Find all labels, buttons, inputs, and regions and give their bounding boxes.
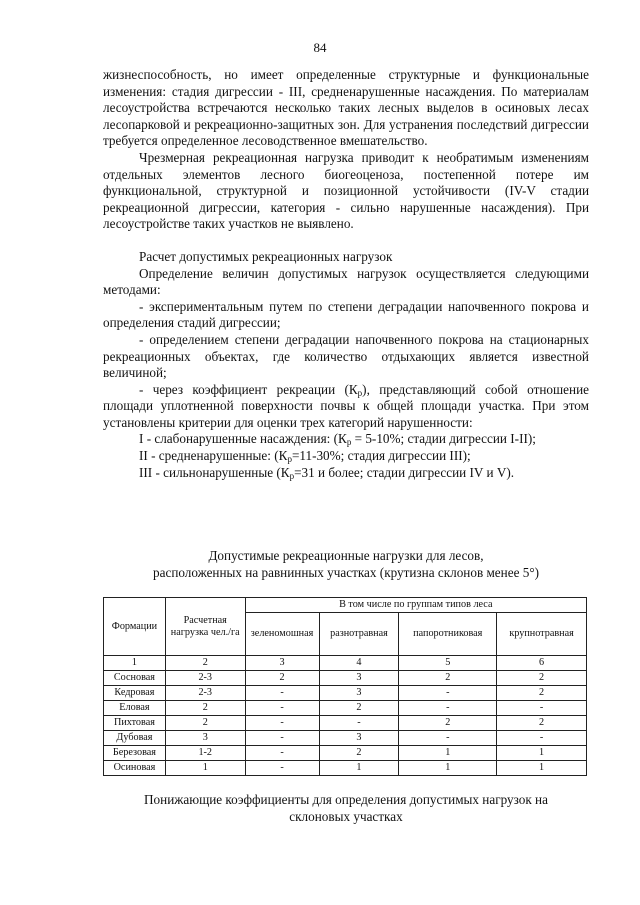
criterion-2-text-rest: =11-30%; стадия дигрессии III); (291, 448, 471, 464)
table-cell: 3 (245, 656, 319, 671)
table-cell: 1 (165, 761, 245, 776)
table-cell: 2 (245, 671, 319, 686)
table-row (104, 701, 587, 716)
table-cell: 2 (399, 671, 497, 686)
paragraph-methods-intro: Определение величин допустимых нагрузок осуществляется следующими методами: (103, 265, 589, 298)
section-heading: Расчет допустимых рекреационных нагрузок (139, 248, 393, 264)
column-numbering-row (104, 656, 587, 671)
table-cell: Кедровая (104, 686, 166, 701)
table-cell: - (399, 686, 497, 701)
table-cell: 1 (319, 761, 399, 776)
table-cell: 2 (497, 671, 587, 686)
table-cell: 2 (165, 716, 245, 731)
next-table-title (103, 792, 589, 825)
table-cell: 2 (399, 716, 497, 731)
method-2: - определением степени деградации напочвенного покрова на стационарных рекреационных объектах, где количество отдыхающих является известной величиной; (103, 331, 589, 381)
body-text (103, 67, 589, 481)
table-cell: - (245, 686, 319, 701)
table-cell: 5 (399, 656, 497, 671)
table-cell: 1 (399, 761, 497, 776)
table-caption (103, 548, 589, 581)
method-3-text-rest: ), представляющий собой отношение площади уплотненной поверхности почвы к общей площади участка. При этом установлены критерии для оценки трех категорий нарушенности: (103, 381, 589, 430)
table-cell: Дубовая (104, 731, 166, 746)
table-row (104, 746, 587, 761)
table-cell: 2 (165, 701, 245, 716)
table-cell: 2 (319, 746, 399, 761)
table-cell: 2 (319, 701, 399, 716)
table-cell: - (319, 716, 399, 731)
page-number: 84 (313, 40, 327, 55)
method-3 (103, 382, 589, 432)
criterion-3-text: III - сильнонарушенные (К (139, 464, 290, 480)
table-cell: 2 (497, 716, 587, 731)
table-cell: 1-2 (165, 746, 245, 761)
table-cell: 4 (319, 656, 399, 671)
table-cell: Пихтовая (104, 716, 166, 731)
table-row (104, 716, 587, 731)
table-cell: - (399, 731, 497, 746)
paragraph-1: жизнеспособность, но имеет определенные структурные и функциональные изменения: стадия дигрессии - III, средненарушенные насаждения. По материалам лесоустройства встречаются несколько таких лесных выделов в осиновых лесах лесопарковой и рекреационно-защитных зон. Для устранения последствий дигрессии требуется определенное лесоводственное вмешательство. (103, 67, 589, 149)
table-cell: - (245, 701, 319, 716)
criterion-3 (103, 465, 589, 482)
table-cell: 2-3 (165, 671, 245, 686)
criterion-1-text-rest: = 5-10%; стадии дигрессии I-II); (351, 431, 536, 447)
table-row (104, 686, 587, 701)
table-cell: 3 (319, 686, 399, 701)
table-cell: - (399, 701, 497, 716)
table-cell: 2-3 (165, 686, 245, 701)
table-row (104, 761, 587, 776)
table-cell: Осиновая (104, 761, 166, 776)
table-cell: 3 (319, 671, 399, 686)
paragraph-2: Чрезмерная рекреационная нагрузка приводит к необратимым изменениям отдельных элементов лесного биогеоценоза, постепенной потере им функциональной, структурной и позиционной устойчивости (IV-V стадии рекреационной дигрессии, категория - сильно нарушенные насаждения). При лесоустройстве таких участков не выявлено. (103, 149, 589, 232)
table-cell: - (245, 716, 319, 731)
header-group: В том числе по группам типов леса (245, 598, 586, 613)
criterion-3-subscript: р (289, 470, 295, 481)
table-cell: 1 (104, 656, 166, 671)
criterion-1-subscript: р (346, 437, 352, 448)
subheader-tall-grass: крупнотравная (497, 613, 587, 656)
criterion-1-text: I - слабонарушенные насаждения: (К (139, 431, 347, 447)
recreational-loads-table (103, 597, 587, 776)
criterion-2-subscript: р (287, 454, 292, 465)
table-cell: 1 (497, 761, 587, 776)
table-cell: Сосновая (104, 671, 166, 686)
table-cell: - (245, 746, 319, 761)
table-cell: Еловая (104, 701, 166, 716)
next-table-title-line-1: Понижающие коэффициенты для определения допустимых нагрузок на (144, 792, 548, 807)
method-1: - экспериментальным путем по степени деградации напочвенного покрова и определения стадий дигрессии; (103, 298, 589, 331)
table-cell: 6 (497, 656, 587, 671)
table-cell: - (245, 731, 319, 746)
table-cell: - (245, 761, 319, 776)
criterion-2-text: II - средненарушенные: (К (139, 448, 288, 464)
table-cell: 2 (165, 656, 245, 671)
table-cell: 3 (319, 731, 399, 746)
criterion-1 (103, 431, 589, 448)
table-cell: 2 (497, 686, 587, 701)
table-cell: Березовая (104, 746, 166, 761)
method-3-subscript: р (357, 387, 363, 398)
subheader-fern: папоротниковая (399, 613, 497, 656)
table-row (104, 671, 587, 686)
table-cell: - (497, 701, 587, 716)
subheader-mixed-grass: разнотравная (319, 613, 399, 656)
table-caption-line-1: Допустимые рекреационные нагрузки для лесов, (208, 548, 484, 563)
header-formation: Формации (104, 598, 166, 656)
subheader-green-moss: зеленомошная (245, 613, 319, 656)
table-cell: 1 (399, 746, 497, 761)
criterion-2 (103, 448, 589, 465)
table-cell: - (497, 731, 587, 746)
table-row (104, 731, 587, 746)
table-cell: 1 (497, 746, 587, 761)
method-3-text: - через коэффициент рекреации (К (139, 381, 358, 397)
next-table-title-line-2: склоновых участках (289, 808, 403, 824)
header-load: Расчетная нагрузка чел./га (165, 598, 245, 656)
table-cell: 3 (165, 731, 245, 746)
table-caption-line-2: расположенных на равнинных участках (крутизна склонов менее 5°) (153, 564, 539, 580)
criterion-3-text-rest: =31 и более; стадии дигрессии IV и V). (294, 464, 515, 480)
